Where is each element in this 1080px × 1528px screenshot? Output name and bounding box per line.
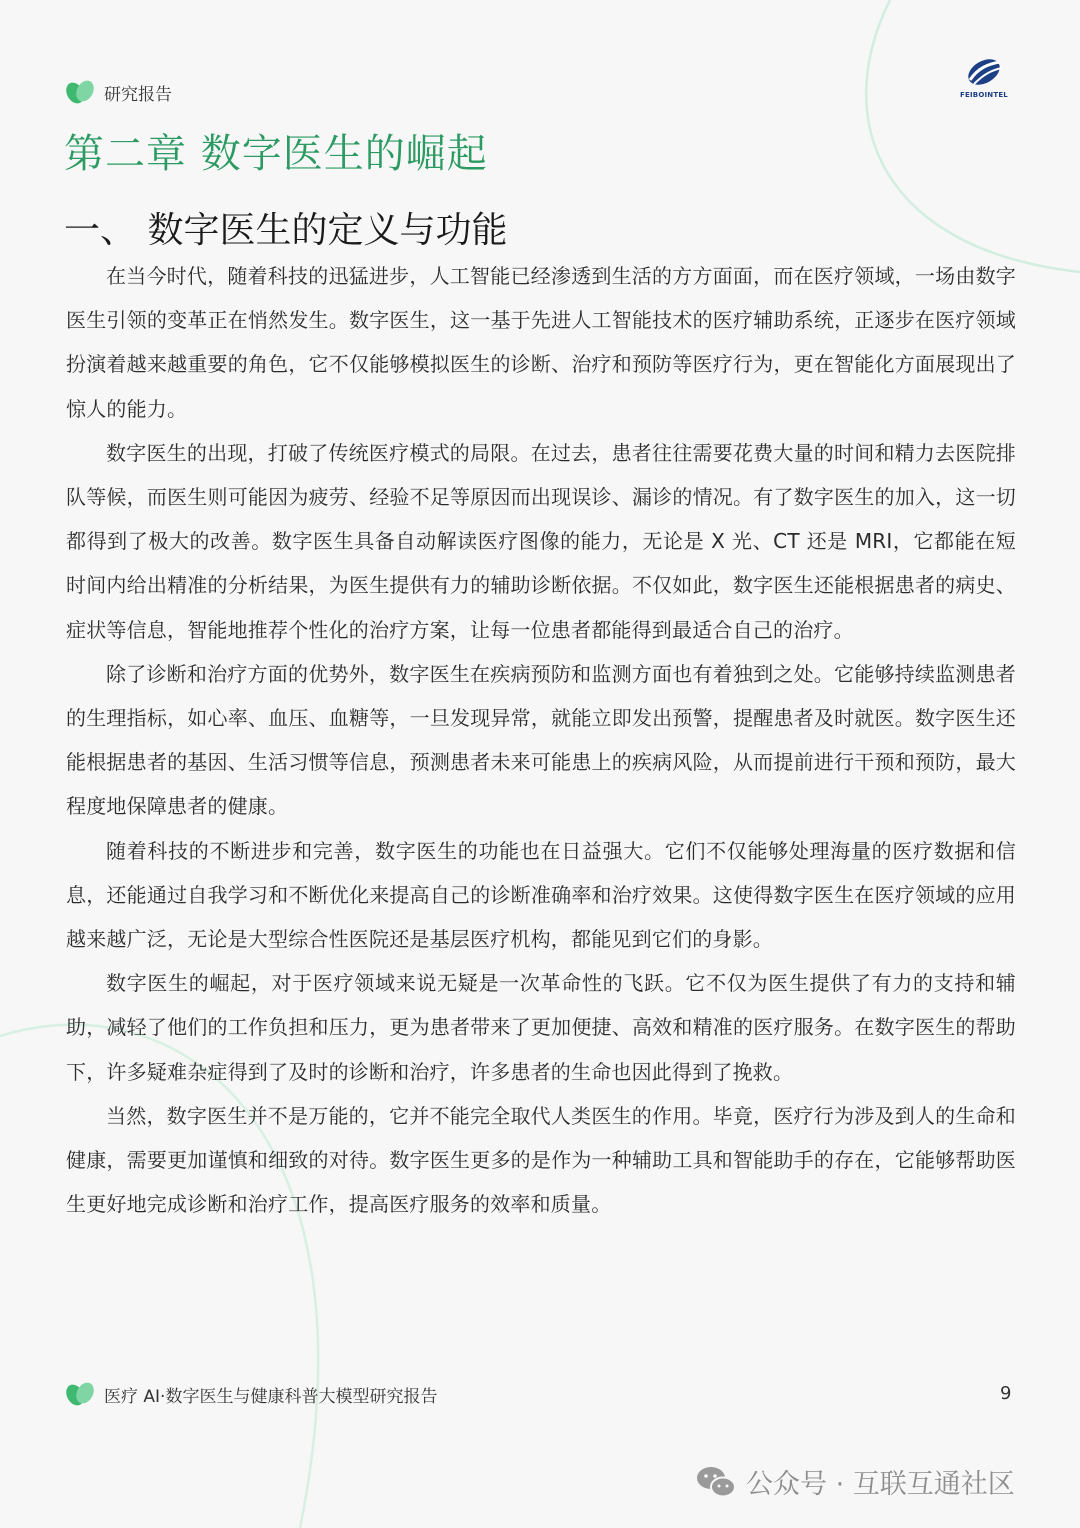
company-logo-icon (962, 56, 1006, 90)
header-brand (64, 78, 172, 106)
footer-leaf-icon (64, 1380, 96, 1408)
paragraph: 当然，数字医生并不是万能的，它并不能完全取代人类医生的作用。毕竟，医疗行为涉及到人的生命和健康，需要更加谨慎和细致的对待。数字医生更多的是作为一种辅助工具和智能助手的存在，它能够帮助医生更好地完成诊断和治疗工作，提高医疗服务的效率和质量。 (66, 1103, 1016, 1217)
section-title: 一、 数字医生的定义与功能 (64, 210, 508, 251)
paragraph: 在当今时代，随着科技的迅猛进步，人工智能已经渗透到生活的方方面面，而在医疗领域，一场由数字医生引领的变革正在悄然发生。数字医生，这一基于先进人工智能技术的医疗辅助系统，正逐步在医疗领域扮演着越来越重要的角色，它不仅能够模拟医生的诊断、治疗和预防等医疗行为，更在智能化方面展现出了惊人的能力。 (66, 264, 1016, 421)
chapter-title: 第二章 数字医生的崛起 (64, 131, 488, 177)
footer (64, 1380, 437, 1408)
company-logo-caption: FEIBOINTEL (960, 91, 1008, 99)
company-logo (952, 56, 1016, 99)
paragraph: 数字医生的崛起，对于医疗领域来说无疑是一次革命性的飞跃。它不仅为医生提供了有力的支持和辅助，减轻了他们的工作负担和压力，更为患者带来了更加便捷、高效和精准的医疗服务。在数字医生的帮助下，许多疑难杂症得到了及时的诊断和治疗，许多患者的生命也因此得到了挽救。 (66, 971, 1016, 1084)
footer-report-title: 医疗 AI·数字医生与健康科普大模型研究报告 (104, 1386, 438, 1407)
header-brand-label: 研究报告 (104, 84, 172, 105)
brand-leaf-icon (64, 78, 96, 106)
paragraph: 随着科技的不断进步和完善，数字医生的功能也在日益强大。它们不仅能够处理海量的医疗数据和信息，还能通过自我学习和不断优化来提高自己的诊断准确率和治疗效果。这使得数字医生在医疗领域的应用越来越广泛，无论是大型综合性医院还是基层医疗机构，都能见到它们的身影。 (66, 838, 1016, 952)
wechat-icon (694, 1463, 738, 1501)
page-number: 9 (1000, 1383, 1012, 1404)
paragraph: 数字医生的出现，打破了传统医疗模式的局限。在过去，患者往往需要花费大量的时间和精力去医院排队等候，而医生则可能因为疲劳、经验不足等原因而出现误诊、漏诊的情况。有了数字医生的加入，这一切都得到了极大的改善。数字医生具备自动解读医疗图像的能力，无论是 X 光、CT 还是 MRI，它都能在短时间内给出精准的分析结果，为医生提供有力的辅助诊断依据。不仅如此，数字医生还能根据患者的病史、症状等信息，智能地推荐个性化的治疗方案，让每一位患者都能得到最适合自己的治疗。 (66, 440, 1016, 642)
body-text (66, 254, 1016, 1226)
watermark-text: 公众号 · 互联互通社区 (746, 1469, 1015, 1500)
paragraph: 除了诊断和治疗方面的优势外，数字医生在疾病预防和监测方面也有着独到之处。它能够持续监测患者的生理指标，如心率、血压、血糖等，一旦发现异常，就能立即发出预警，提醒患者及时就医。数字医生还能根据患者的基因、生活习惯等信息，预测患者未来可能患上的疾病风险，从而提前进行干预和预防，最大程度地保障患者的健康。 (66, 661, 1016, 819)
watermark (694, 1462, 1015, 1501)
